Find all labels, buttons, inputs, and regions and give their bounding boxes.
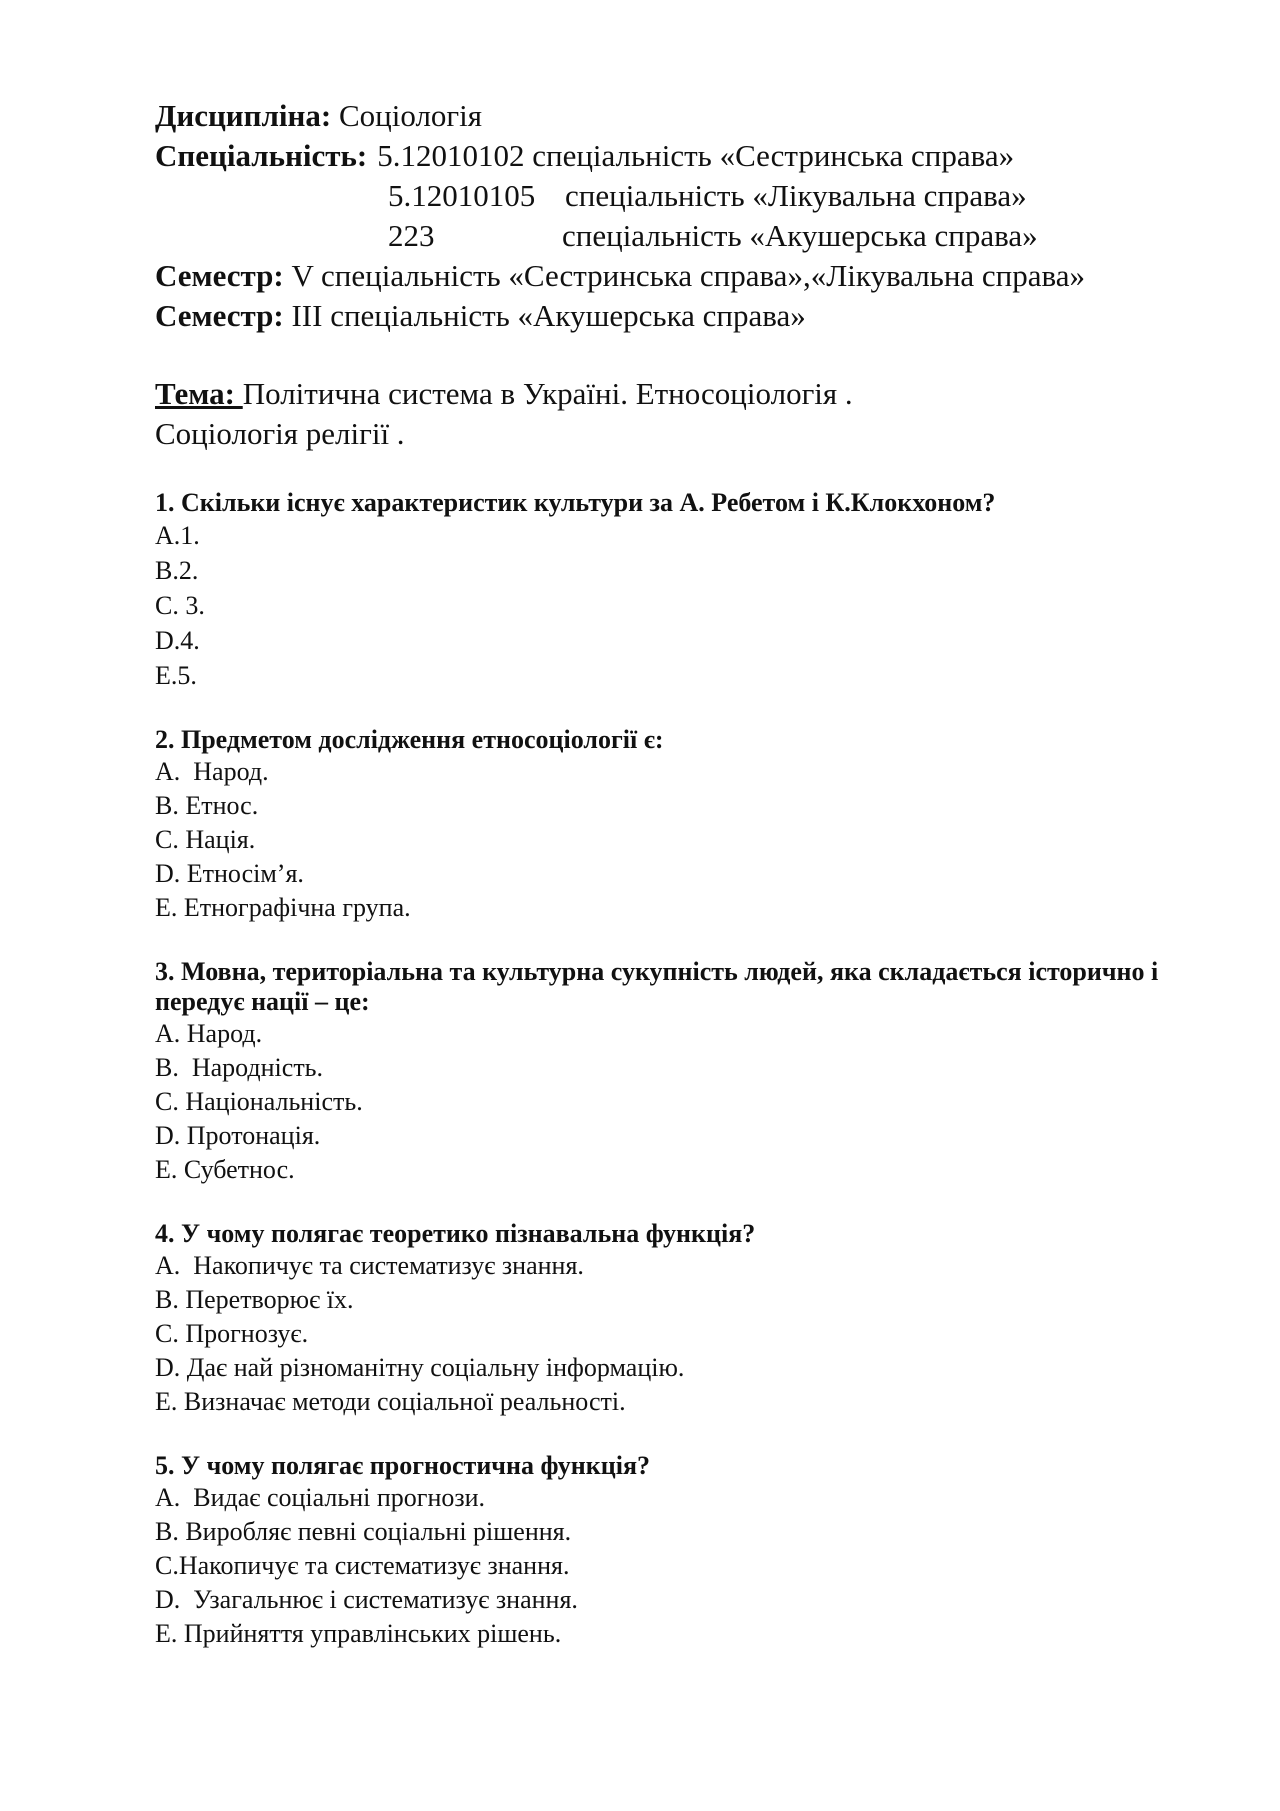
answer-option: B. Перетворює їх. bbox=[155, 1285, 354, 1314]
topic-line-1 bbox=[155, 374, 1235, 414]
question-1 bbox=[155, 488, 1235, 693]
question-title: 4. У чому полягає теоретико пізнавальна функція? bbox=[155, 1219, 756, 1248]
answer-option: D. Дає най різноманітну соціальну інформацію. bbox=[155, 1353, 685, 1382]
semester-label: Семестр: bbox=[155, 258, 284, 293]
specialty-label: Спеціальність: bbox=[155, 138, 368, 173]
answer-option: D.4. bbox=[155, 626, 200, 655]
question-4 bbox=[155, 1219, 1235, 1419]
specialty-desc: спеціальність «Акушерська справа» bbox=[562, 218, 1038, 253]
question-title: 3. Мовна, територіальна та культурна сукупність людей, яка складається історично і передує нації – це: bbox=[155, 957, 1159, 1016]
answer-option: A.1. bbox=[155, 521, 200, 550]
answer-option: C. Нація. bbox=[155, 825, 256, 854]
question-title: 2. Предметом дослідження етносоціології є: bbox=[155, 725, 664, 754]
document-page bbox=[155, 96, 1235, 1651]
answer-option: C. Національність. bbox=[155, 1087, 363, 1116]
answer-option: B. Етнос. bbox=[155, 791, 259, 820]
answer-option: C. Прогнозує. bbox=[155, 1319, 309, 1348]
semester-value: III спеціальність «Акушерська справа» bbox=[291, 298, 806, 333]
specialty-desc: спеціальність «Сестринська справа» bbox=[532, 138, 1015, 173]
specialty-line-2 bbox=[155, 176, 1235, 216]
question-title: 1. Скільки існує характеристик культури за А. Ребетом і К.Клокхоном? bbox=[155, 488, 996, 517]
answer-option: B. Народність. bbox=[155, 1053, 324, 1082]
discipline-line bbox=[155, 96, 1235, 136]
specialty-code: 223 bbox=[388, 218, 435, 253]
semester-label: Семестр: bbox=[155, 298, 284, 333]
answer-option: E. Етнографічна група. bbox=[155, 893, 411, 922]
specialty-code: 5.12010102 bbox=[377, 138, 525, 173]
answer-option: C.Накопичує та систематизує знання. bbox=[155, 1551, 570, 1580]
answer-option: B.2. bbox=[155, 556, 199, 585]
answer-option: A. Видає соціальні прогнози. bbox=[155, 1483, 486, 1512]
answer-option: D. Етносім’я. bbox=[155, 859, 304, 888]
topic-label: Тема: bbox=[155, 376, 243, 411]
specialty-line-1 bbox=[155, 136, 1235, 176]
topic-line-2: Соціологія релігії . bbox=[155, 416, 405, 451]
question-title: 5. У чому полягає прогностична функція? bbox=[155, 1451, 651, 1480]
answer-option: C. 3. bbox=[155, 591, 205, 620]
semester-value: V спеціальність «Сестринська справа»,«Лікувальна справа» bbox=[291, 258, 1086, 293]
answer-option: E. Визначає методи соціальної реальності. bbox=[155, 1387, 626, 1416]
discipline-value: Соціологія bbox=[338, 98, 483, 133]
topic-block bbox=[155, 374, 1235, 454]
answer-option: E. Субетнос. bbox=[155, 1155, 295, 1184]
question-2 bbox=[155, 725, 1235, 925]
answer-option: E. Прийняття управлінських рішень. bbox=[155, 1619, 562, 1648]
semester-line-2 bbox=[155, 296, 1235, 336]
question-3 bbox=[155, 957, 1235, 1187]
specialty-line-3 bbox=[155, 216, 1235, 256]
answer-option: A. Народ. bbox=[155, 757, 269, 786]
specialty-desc: спеціальність «Лікувальна справа» bbox=[565, 178, 1027, 213]
question-5 bbox=[155, 1451, 1235, 1651]
answer-option: A. Накопичує та систематизує знання. bbox=[155, 1251, 584, 1280]
specialty-code: 5.12010105 bbox=[388, 178, 536, 213]
answer-option: E.5. bbox=[155, 661, 197, 690]
answer-option: A. Народ. bbox=[155, 1019, 263, 1048]
semester-line-1 bbox=[155, 256, 1235, 296]
answer-option: B. Виробляє певні соціальні рішення. bbox=[155, 1517, 572, 1546]
discipline-label: Дисципліна: bbox=[155, 98, 332, 133]
topic-text-1: Політична система в Україні. Етносоціологія . bbox=[242, 376, 853, 411]
answer-option: D. Протонація. bbox=[155, 1121, 321, 1150]
answer-option: D. Узагальнює і систематизує знання. bbox=[155, 1585, 578, 1614]
